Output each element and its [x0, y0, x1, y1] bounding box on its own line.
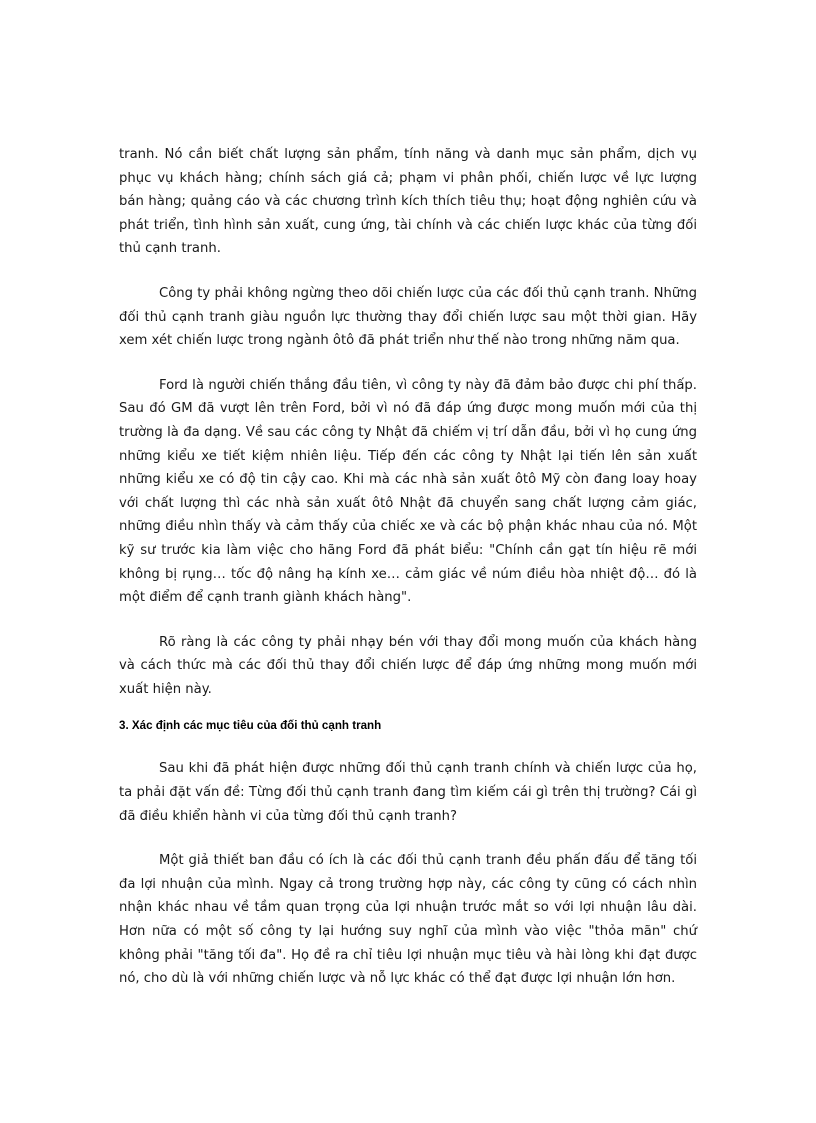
section-heading: 3. Xác định các mục tiêu của đối thủ cạnh tranh [119, 719, 382, 733]
paragraph-gap [119, 610, 697, 631]
paragraph-gap [119, 736, 697, 757]
paragraph: Công ty phải không ngừng theo dõi chiến lược của các đối thủ cạnh tranh. Những đối thủ cạnh tranh giàu nguồn lực thường thay đổi chiến lược sau một thời gian. Hãy xem xét chiến lược trong ngành ôtô đã phát triển như thế nào trong những năm qua. [119, 285, 697, 349]
paragraph-gap [119, 828, 697, 849]
paragraph: Sau khi đã phát hiện được những đối thủ cạnh tranh chính và chiến lược của họ, ta phải đặt vấn đề: Từng đối thủ cạnh tranh đang tìm kiếm cái gì trên thị trường? Cái gì đã điều khiển hành vi của từng đối thủ cạnh tranh? [119, 761, 697, 824]
paragraph: Ford là người chiến thắng đầu tiên, vì công ty này đã đảm bảo được chi phí thấp. Sau đó GM đã vượt lên trên Ford, bởi vì nó đã đáp ứng được mong muốn mới của thị trường là đa dạng. Về sau các công ty Nhật đã chiếm vị trí dẫn đầu, bởi vì họ cung ứng những kiểu xe tiết kiệm nhiên liệu. Tiếp đến các công ty Nhật lại tiến lên sản xuất những kiểu xe có độ tin cậy cao. Khi mà các nhà sản xuất ôtô Mỹ còn đang loay hoay với chất lượng thì các nhà sản xuất ôtô Nhật đã chuyển sang chất lượng cảm giác, những điều nhìn thấy và cảm thấy của chiếc xe và các bộ phận khác nhau của nó. Một kỹ sư trước kia làm việc cho hãng Ford đã phát biểu: "Chính cần gạt tín hiệu rẽ mới không bị rụng… tốc độ nâng hạ kính xe… cảm giác về núm điều hòa nhiệt độ… đó là một điểm để cạnh tranh giành khách hàng". [119, 377, 697, 606]
paragraph-gap [119, 353, 697, 374]
paragraph: Một giả thiết ban đầu có ích là các đối thủ cạnh tranh đều phấn đấu để tăng tối đa lợi nhuận của mình. Ngay cả trong trường hợp này, các công ty cũng có cách nhìn nhận khác nhau về tầm quan trọng của lợi nhuận trước mắt so với lợi nhuận lâu dài. Hơn nữa có một số công ty lại hướng suy nghĩ của mình vào việc "thỏa mãn" chứ không phải "tăng tối đa". Họ đề ra chỉ tiêu lợi nhuận mục tiêu và hài lòng khi đạt được nó, cho dù là với những chiến lược và nỗ lực khác có thể đạt được lợi nhuận lớn hơn. [119, 853, 697, 987]
paragraph-continued: tranh. Nó cần biết chất lượng sản phẩm, tính năng và danh mục sản phẩm, dịch vụ phục vụ khách hàng; chính sách giá cả; phạm vi phân phối, chiến lược về lực lượng bán hàng; quảng cáo và các chương trình kích thích tiêu thụ; hoạt động nghiên cứu và phát triển, tình hình sản xuất, cung ứng, tài chính và các chiến lược khác của từng đối thủ cạnh tranh. [119, 147, 697, 257]
document-page [119, 143, 697, 991]
paragraph-gap [119, 261, 697, 282]
paragraph: Rõ ràng là các công ty phải nhạy bén với thay đổi mong muốn của khách hàng và cách thức mà các đối thủ thay đổi chiến lược để đáp ứng những mong muốn mới xuất hiện này. [119, 634, 697, 697]
paragraph-gap [119, 701, 697, 716]
